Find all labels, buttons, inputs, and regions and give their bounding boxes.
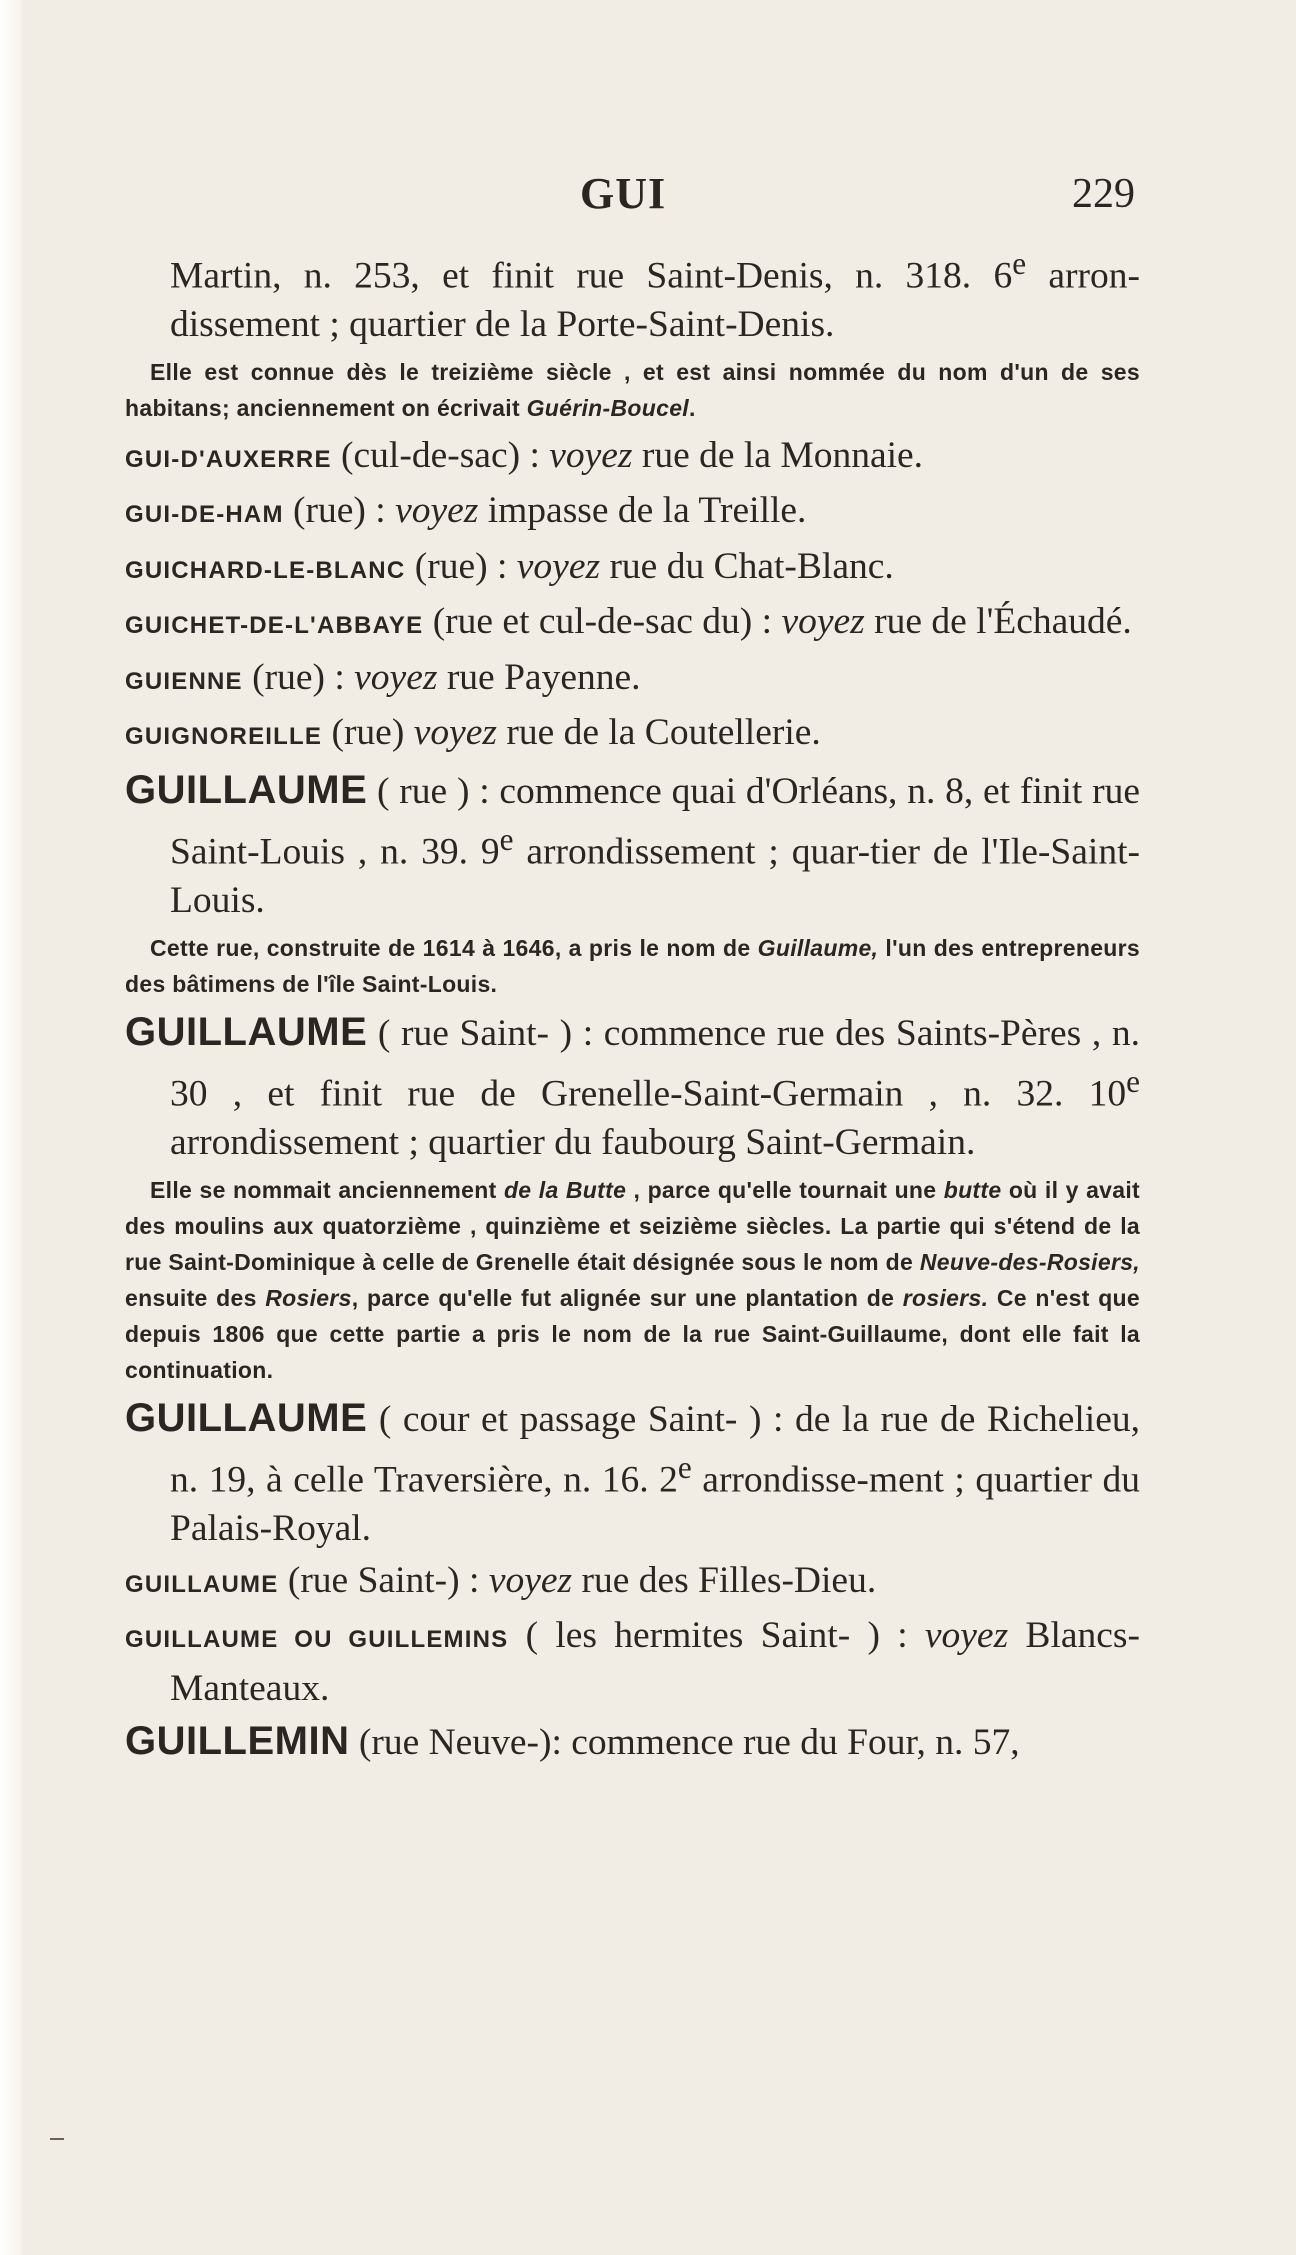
entry-text: ( cour et passage Saint- ) : de la rue de Richelieu, n. 19, à celle Traversière, n. 16. 2 [170, 1398, 1140, 1501]
entry-text: Martin, n. 253, et finit rue Saint-Denis, n. 318. 6 [170, 255, 1013, 297]
entry-text: (rue Neuve-): commence rue du Four, n. 57, [349, 1722, 1020, 1763]
entry-headword: GUI-D'AUXERRE [125, 445, 332, 473]
entry-headword: GUI-DE-HAM [125, 501, 284, 528]
note-italic: rosiers. [902, 1284, 989, 1311]
entry-note [125, 930, 1140, 1002]
note-text: , parce qu'elle tournait une [626, 1176, 944, 1203]
entry-italic: voyez [516, 545, 601, 587]
entry-note [125, 354, 1140, 426]
page-edge [0, 0, 22, 2255]
note-text: Elle est connue dès le treizième siècle , et est ainsi nommée du nom d'un de ses habitans; anciennement on écrivait [125, 358, 1140, 421]
entry-headword: GUILLAUME OU GUILLEMINS [125, 1626, 509, 1653]
note-italic: de la Butte [503, 1176, 627, 1203]
entry-italic: voyez [488, 1559, 573, 1601]
note-text: où il y avait des moulins aux quatorzième , quinzième et seizième siècles. La partie qui s'étend de la rue Saint-Dominique à celle de Grenelle était désignée sous le nom de [125, 1176, 1140, 1275]
note-text: . [688, 394, 696, 421]
note-italic: Guérin-Boucel [526, 394, 689, 421]
entry-cross-reference [125, 598, 1140, 651]
entry-main [125, 1394, 1140, 1554]
entry-text: ( rue Saint- ) : commence rue des Saints-Pères , n. 30 , et finit rue de Grenelle-Saint-Germain , n. 32. 10 [170, 1012, 1140, 1115]
entry-headword: GUILLAUME [125, 1395, 368, 1440]
entry-main [125, 1008, 1140, 1168]
note-italic: Guillaume, [757, 934, 879, 961]
entry-cross-reference [125, 1612, 1140, 1713]
entry-text: (rue) [322, 712, 414, 753]
entry-headword: GUIGNOREILLE [125, 723, 323, 750]
entry-text: rue de la Monnaie. [632, 434, 924, 476]
entry-text: ( rue ) : commence quai d'Orléans, n. 8, et finit rue Saint-Louis , n. 39. 9 [170, 770, 1140, 873]
page-number: 229 [1072, 171, 1135, 217]
entry-text: arron-dissement ; quartier de la Porte-Saint-Denis. [170, 255, 1140, 345]
entry-cross-reference [125, 543, 1140, 596]
note-text: l'un des entrepreneurs des bâtimens de l'île Saint-Louis. [125, 934, 1140, 997]
entry-headword: GUILLAUME [125, 1570, 279, 1598]
note-italic: Neuve-des-Rosiers, [919, 1248, 1140, 1275]
entry-text: arrondisse-ment ; quartier du Palais-Royal. [170, 1459, 1140, 1549]
entry-text: rue de l'Échaudé. [864, 601, 1132, 642]
entry-italic: voyez [924, 1615, 1009, 1656]
entry-text: (rue et cul-de-sac du) : [423, 601, 782, 642]
entry-text: (rue) : [283, 490, 396, 531]
entry-text: (rue) : [242, 656, 355, 698]
entry-text: rue des Filles-Dieu. [572, 1559, 877, 1601]
entry-italic: voyez [395, 490, 479, 531]
entry-text: ( les hermites Saint- ) : [508, 1615, 925, 1656]
ordinal-sup: e [677, 1450, 692, 1485]
entry-note [125, 1172, 1140, 1388]
ordinal-sup: e [1012, 246, 1027, 281]
note-text: , parce qu'elle fut alignée sur une plantation de [351, 1284, 903, 1311]
entry-cross-reference [125, 487, 1140, 540]
dictionary-body [125, 240, 1140, 1771]
entry-text: arrondissement ; quar-tier de l'Ile-Saint-Louis. [170, 831, 1140, 921]
entry-text: (rue) : [405, 545, 517, 587]
entry-text: impasse de la Treille. [478, 490, 807, 531]
page-header [160, 168, 1135, 228]
entry-cross-reference [125, 1557, 1140, 1610]
entry-headword: GUICHARD-LE-BLANC [125, 556, 406, 584]
entry-text: arrondissement ; quartier du faubourg Saint-Germain. [170, 1122, 976, 1163]
ordinal-sup: e [499, 822, 514, 857]
entry-headword: GUIENNE [125, 667, 243, 695]
note-text: ensuite des [125, 1284, 266, 1311]
note-text: Cette rue, construite de 1614 à 1646, a pris le nom de [150, 934, 758, 961]
entry-headword: GUILLAUME [125, 767, 368, 812]
entry-cross-reference [125, 432, 1140, 485]
note-text: Ce n'est que depuis 1806 que cette partie a pris le nom de la rue Saint-Guillaume, dont elle fait la continuation. [125, 1284, 1140, 1383]
ordinal-sup: e [1126, 1064, 1140, 1099]
entry-main [125, 766, 1140, 926]
entry-text: rue Payenne. [437, 656, 641, 698]
running-head: GUI [580, 169, 667, 218]
note-text: Elle se nommait anciennement [150, 1176, 504, 1203]
entry-italic: voyez [354, 656, 438, 698]
entry-text: rue du Chat-Blanc. [600, 545, 894, 587]
entry-italic: voyez [549, 434, 633, 476]
margin-mark [50, 2138, 64, 2140]
note-italic: Rosiers [265, 1284, 352, 1311]
entry-text: (rue Saint-) : [278, 1559, 489, 1601]
entry-text: (cul-de-sac) : [331, 434, 550, 476]
entry-cross-reference [125, 654, 1140, 707]
entry-headword: GUILLEMIN [125, 1719, 350, 1763]
entry-continuation [125, 240, 1140, 350]
entry-text: rue de la Coutellerie. [496, 712, 821, 753]
entry-headword: GUICHET-DE-L'ABBAYE [125, 612, 424, 639]
entry-headword: GUILLAUME [125, 1009, 368, 1054]
entry-italic: voyez [413, 712, 497, 753]
entry-italic: voyez [781, 601, 865, 642]
note-italic: butte [943, 1176, 1002, 1203]
entry-cross-reference [125, 709, 1140, 762]
entry-text: Blancs-Manteaux. [170, 1615, 1140, 1709]
entry-main [125, 1717, 1140, 1768]
